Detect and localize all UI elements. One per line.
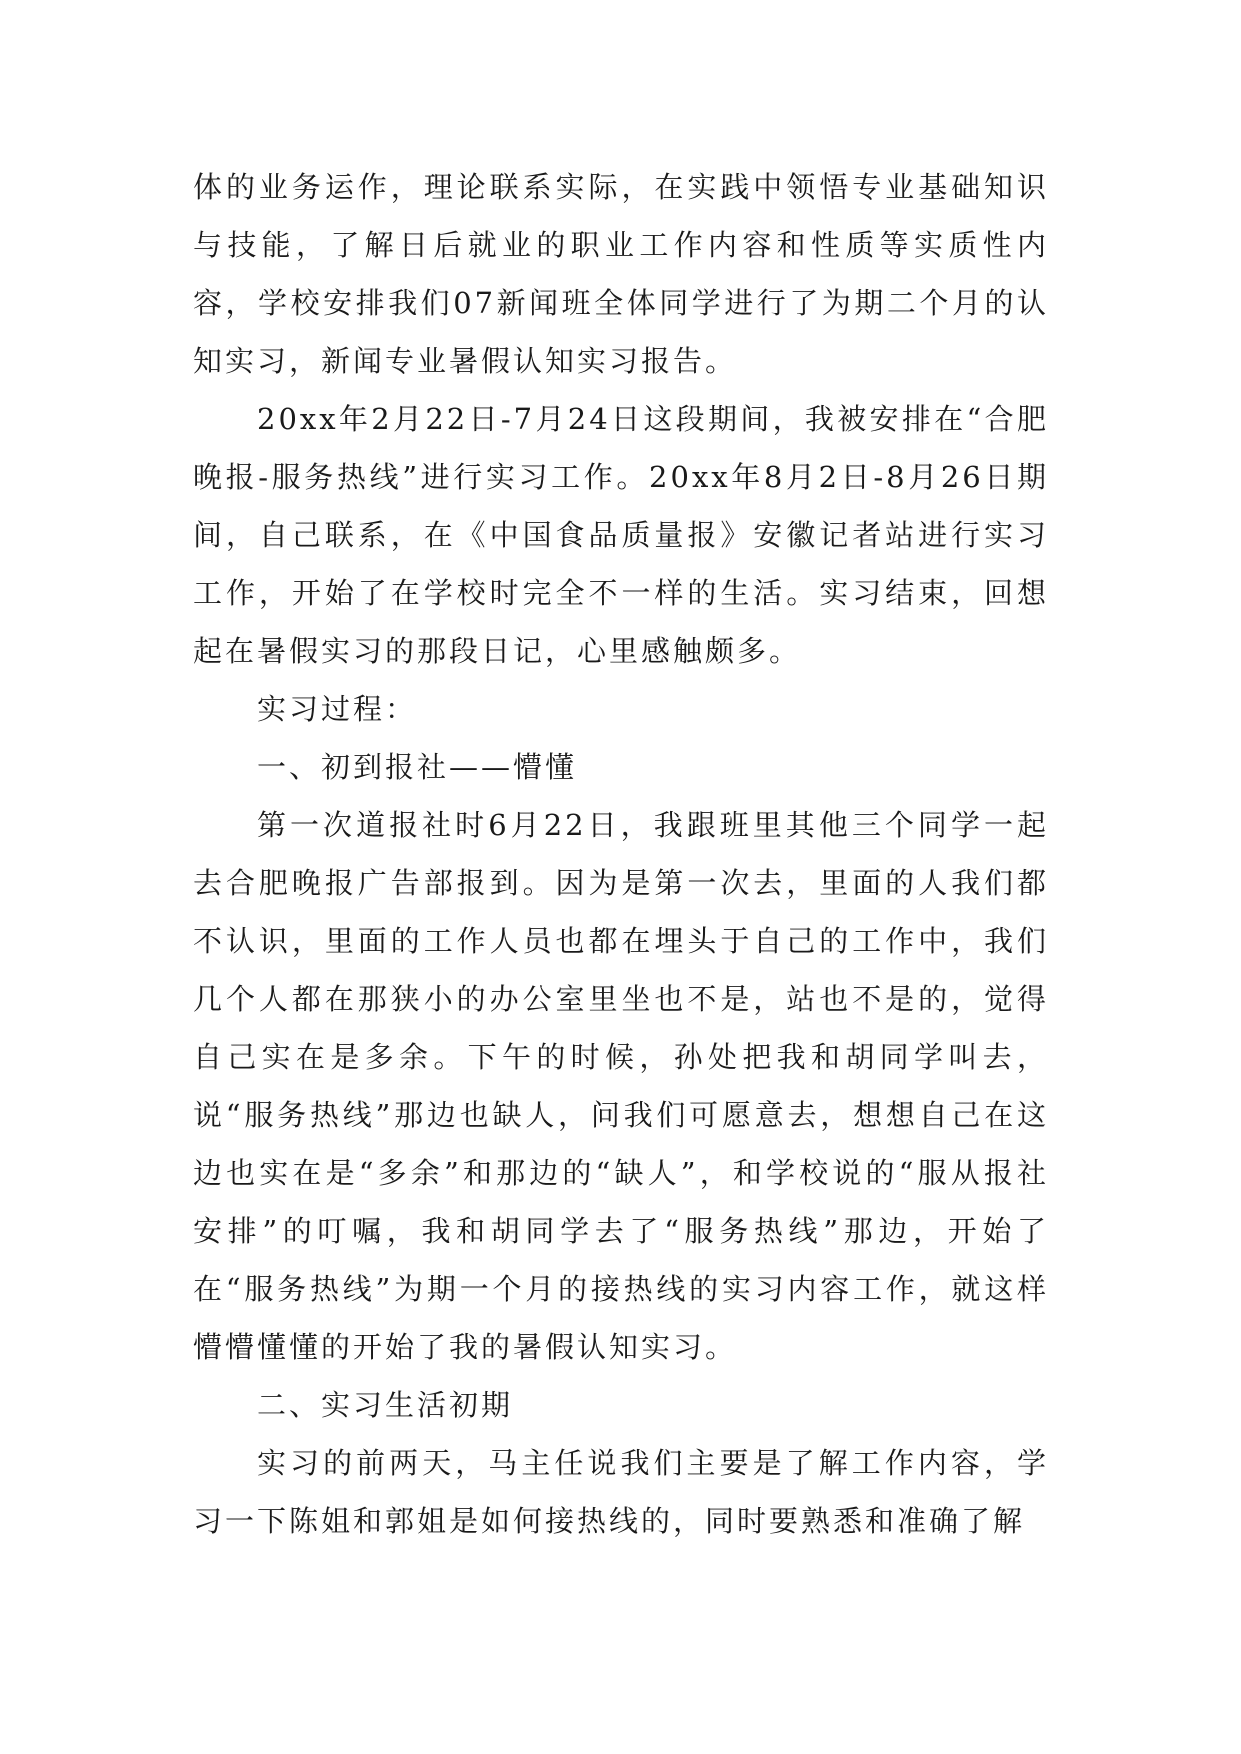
paragraph-first-day: 第一次道报社时6月22日，我跟班里其他三个同学一起去合肥晚报广告部报到。因为是第一次去，里面的人我们都不认识，里面的工作人员也都在埋头于自己的工作中，我们几个人都在那狭小的办公室里坐也不是，站也不是的，觉得自己实在是多余。下午的时候，孙处把我和胡同学叫去，说“服务热线”那边也缺人，问我们可愿意去，想想自己在这边也实在是“多余”和那边的“缺人”，和学校说的“服从报社安排”的叮嘱，我和胡同学去了“服务热线”那边，开始了在“服务热线”为期一个月的接热线的实习内容工作，就这样懵懵懂懂的开始了我的暑假认知实习。 bbox=[193, 808, 1049, 1364]
paragraph-early-internship: 实习的前两天，马主任说我们主要是了解工作内容，学习一下陈姐和郭姐是如何接热线的，同时要熟悉和准确了解 bbox=[193, 1446, 1049, 1538]
paragraph-internship-period: 20xx年2月22日-7月24日这段期间，我被安排在“合肥晚报-服务热线”进行实习工作。20xx年8月2日-8月26日期间，自己联系，在《中国食品质量报》安徽记者站进行实习工作，开始了在学校时完全不一样的生活。实习结束，回想起在暑假实习的那段日记，心里感触颇多。 bbox=[193, 402, 1049, 668]
heading-internship-process: 实习过程： bbox=[257, 692, 418, 726]
heading-section-one: 一、初到报社——懵懂 bbox=[257, 750, 578, 784]
document-body bbox=[193, 158, 1049, 1550]
paragraph-continuation: 体的业务运作，理论联系实际，在实践中领悟专业基础知识与技能，了解日后就业的职业工作内容和性质等实质性内容，学校安排我们07新闻班全体同学进行了为期二个月的认知实习，新闻专业暑假认知实习报告。 bbox=[193, 170, 1049, 378]
heading-section-two: 二、实习生活初期 bbox=[257, 1388, 514, 1422]
